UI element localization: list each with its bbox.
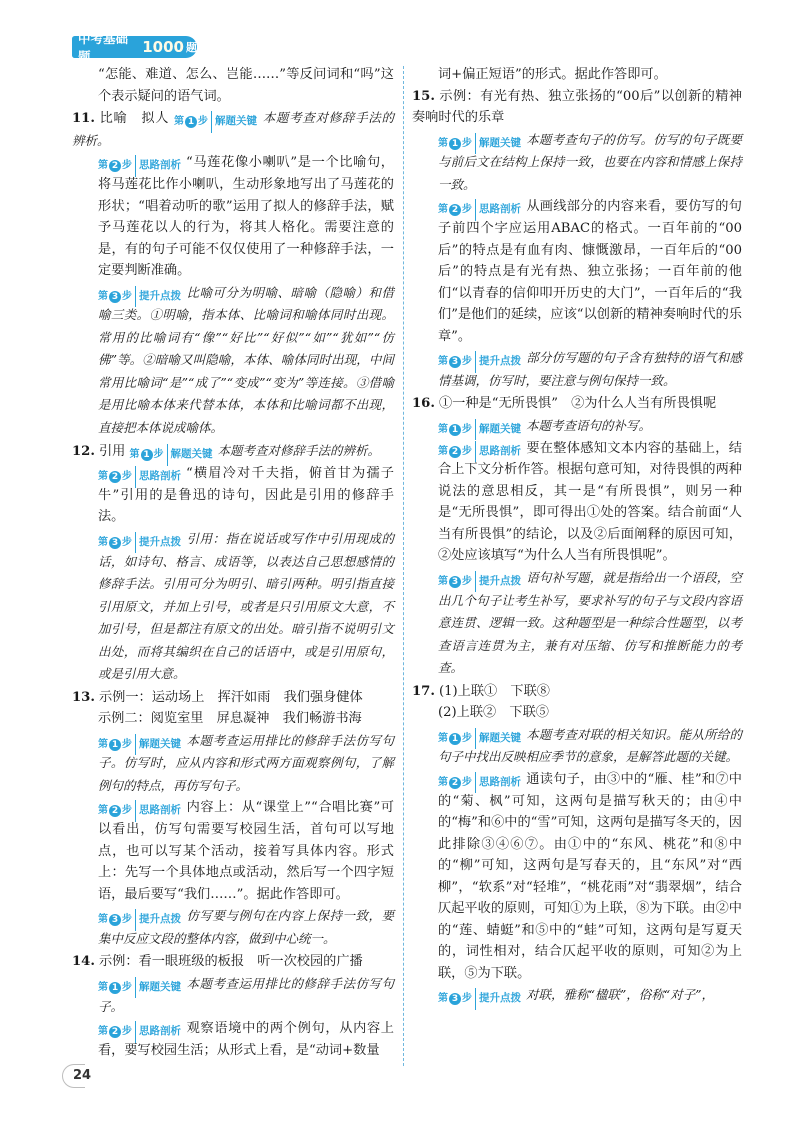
step3-tag: 第 3 步 提升点拨: [438, 991, 521, 1007]
step2-tag: 第 2 步 思路剖析: [438, 443, 521, 459]
q13-answer-1: 示例一：运动场上 挥汗如雨 我们强身健体: [98, 689, 363, 705]
question-12: [72, 440, 394, 685]
question-14: [72, 951, 394, 1061]
q17-number: 17.: [412, 683, 435, 699]
step2-tag: 第 2 步 思路剖析: [438, 202, 521, 218]
q16-number: 16.: [412, 396, 435, 412]
q14-step1-text: 本题考查运用排比的修辞手法仿写句子。: [98, 975, 394, 1014]
q16-answer: ①一种是“无所畏惧” ②为什么人当有所畏惧呢: [438, 396, 717, 412]
page-number: 24: [62, 1064, 102, 1086]
step1-tag: 第 1 步 解题关键: [130, 447, 213, 463]
q12-step1-text: 本题考查对修辞手法的辨析。: [217, 443, 381, 459]
q14-continuation: 词+偏正短语”的形式。据此作答即可。: [438, 67, 667, 82]
q11-step3-text: 比喻可分为明喻、暗喻（隐喻）和借喻三类。①明喻，指本体、比喻词和喻体同时出现。常用的比喻词有“像”“好比”“好似”“如”“犹如”“仿佛”等。②暗喻又叫隐喻，本体、喻体同时出现，中间常用比喻词“是”“成了”“变成”“变为”等连接。③借喻是用比喻本体来代替本体，本体和比喻词都不出现，直接把本体说成喻体。: [98, 284, 394, 435]
q17-step2-text: 通读句子，由③中的“雁、桂”和⑦中的“菊、枫”可知，这两句是描写秋天的；由④中的“梅”和⑥中的“雪”可知，这两句是描写冬天的，因此排除③④⑥⑦。由①中的“东风、桃花”和⑧中的“柳”可知，这两句是写春天的，且“东风”对“西柳”，“软系”对“轻堆”，“桃花雨”对“翡翠烟”，结合仄起平收的原则，可知①为上联，⑧为下联。由②中的“莲、蜻蜓”和⑤中的“蛙”可知，这两句是写夏天的，词性相对，结合仄起平收的原则，可知②为上联，⑤为下联。: [438, 771, 742, 981]
step3-tag: 第 3 步 提升点拨: [98, 912, 181, 928]
column-divider: [403, 66, 404, 1066]
series-count: 1000: [142, 38, 184, 56]
series-suffix: 题: [186, 41, 197, 54]
step1-tag: 第 1 步 解题关键: [438, 730, 521, 746]
q13-step3-text: 仿写要与例句在内容上保持一致，要集中反应文段的整体内容，做到中心统一。: [98, 908, 394, 946]
question-13: [72, 687, 394, 951]
q13-step2-text: 内容上：从“课堂上”“合唱比赛”可以看出，仿写句需要写校园生活，首句可以写地点，也可以写某个活动，接着写具体内容。形式上：先写一个具体地点或活动，然后写一个四字短语，最后要写“我们……”。据此作答即可。: [98, 800, 394, 902]
q15-step3-text: 部分仿写题的句子含有独特的语气和感情基调，仿写时，要注意与例句保持一致。: [438, 350, 742, 388]
q17-answer-2: (2)上联② 下联⑤: [438, 705, 549, 720]
step1-tag: 第 1 步 解题关键: [98, 980, 181, 996]
q14-step2-text: 观察语境中的两个例句，从内容上看，要写校园生活；从形式上看，是“动词+数量: [98, 1021, 394, 1058]
step1-tag: 第 1 步 解题关键: [438, 422, 521, 438]
step1-tag: 第 1 步 解题关键: [98, 736, 181, 752]
step2-tag: 第 2 步 思路剖析: [438, 775, 521, 791]
question-16: [412, 393, 742, 679]
step2-tag: 第 2 步 思路剖析: [98, 469, 181, 485]
q14-answer: 示例：看一眼班级的板报 听一次校园的广播: [98, 954, 363, 970]
series-header-badge: [72, 31, 197, 64]
intro-paragraph: “怎能、难道、怎么、岂能……”等反问词和“吗”这个表示疑问的语气词。: [98, 67, 394, 104]
q13-step1-text: 本题考查运用排比的修辞手法仿写句子。仿写时，应从内容和形式两方面观察例句，了解例句的特点，再仿写句子。: [98, 732, 394, 793]
step2-tag: 第 2 步 思路剖析: [98, 1024, 181, 1040]
q16-step3-text: 语句补写题，就是指给出一个语段，空出几个句子让考生补写，要求补写的句子与文段内容语意连贯、逻辑一致。这种题型是一种综合性题型，以考查语言连贯为主，兼有对压缩、仿写和推断能力的考查。: [438, 569, 742, 675]
q11-answer: 比喻 拟人: [98, 111, 170, 126]
q13-number: 13.: [72, 689, 95, 705]
step1-tag: 第 1 步 解题关键: [174, 114, 257, 130]
left-column: [72, 64, 394, 1062]
step3-tag: 第 3 步 提升点拨: [98, 288, 181, 304]
q15-answer: 示例：有光有热、独立张扬的“00后”以创新的精神奏响时代的乐章: [412, 88, 742, 125]
step1-tag: 第 1 步 解题关键: [438, 135, 521, 151]
step3-tag: 第 3 步 提升点拨: [438, 574, 521, 590]
q11-step2-text: “马莲花像小喇叭”是一个比喻句，将马莲花比作小喇叭，生动形象地写出了马莲花的形状；“唱着动听的歌”运用了拟人的修辞手法，赋予马莲花以人的行为，将其人格化。需要注意的是，有的句子可能不仅仅使用了一种修辞手法，一定要判断准确。: [98, 155, 394, 278]
step3-tag: 第 3 步 提升点拨: [438, 354, 521, 370]
q14-number: 14.: [72, 954, 95, 970]
question-17: [412, 681, 742, 1007]
q15-step1-text: 本题考查句子的仿写。仿写的句子既要与前后文在结构上保持一致，也要在内容和情感上保持一致。: [438, 131, 742, 192]
q16-step1-text: 本题考查语句的补写。: [526, 417, 652, 433]
q15-step2-text: 从画线部分的内容来看，要仿写的句子前四个字应运用ABAC的格式。一百年前的“00后”的特点是有血有肉、慷慨激昂，一百年后的“00后”的特点是有光有热、独立张扬；一百年前的他们“以青春的信仰叩开历史的大门”，一百年后的“我们”是他们的延续，应该“以创新的精神奏响时代的乐章”。: [438, 199, 742, 344]
q17-step1-text: 本题考查对联的相关知识。能从所给的句子中找出反映相应季节的意象，是解答此题的关键。: [438, 726, 742, 765]
q16-step2-text: 要在整体感知文本内容的基础上，结合上下文分析作答。根据句意可知，对待畏惧的两种说法的意思相反，其一是“有所畏惧”，则另一种是“无所畏惧”，即可得出①处的答案。结合前面“人当有所畏惧”的结论，以及②后面阐释的原因可知，②处应该填写“为什么人当有所畏惧呢”。: [438, 440, 742, 564]
series-title: 中考基础题: [78, 31, 129, 64]
q13-answer-2: 示例二：阅览室里 屏息凝神 我们畅游书海: [98, 711, 362, 726]
right-column: [412, 64, 742, 1008]
question-15: [412, 86, 742, 393]
q12-step2-text: “横眉冷对千夫指，俯首甘为孺子牛”引用的是鲁迅的诗句，因此是引用的修辞手法。: [98, 466, 394, 525]
step2-tag: 第 2 步 思路剖析: [98, 803, 181, 819]
q12-step3-text: 引用：指在说话或写作中引用现成的话，如诗句、格言、成语等，以表达自己思想感情的修辞手法。引用可分为明引、暗引两种。明引指直接引用原文，并加上引号，或者是只引用原文大意，不加引号，但是都注有原文的出处。暗引指不说明引文出处，而将其编织在自己的话语中，或是引用原句，或是引用大意。: [98, 530, 394, 681]
q11-number: 11.: [72, 111, 95, 126]
step2-tag: 第 2 步 思路剖析: [98, 158, 181, 174]
q12-answer: 引用: [98, 444, 126, 460]
q17-answer-1: (1)上联① 下联⑧: [438, 683, 550, 699]
step3-tag: 第 3 步 提升点拨: [98, 535, 181, 551]
q17-step3-text: 对联，雅称“楹联”，俗称“对子”，: [526, 987, 715, 1002]
q12-number: 12.: [72, 444, 95, 460]
q15-number: 15.: [412, 88, 435, 104]
q11-step1-text: 本题考查对修辞手法的辨析。: [72, 110, 394, 148]
question-11: [72, 107, 394, 439]
